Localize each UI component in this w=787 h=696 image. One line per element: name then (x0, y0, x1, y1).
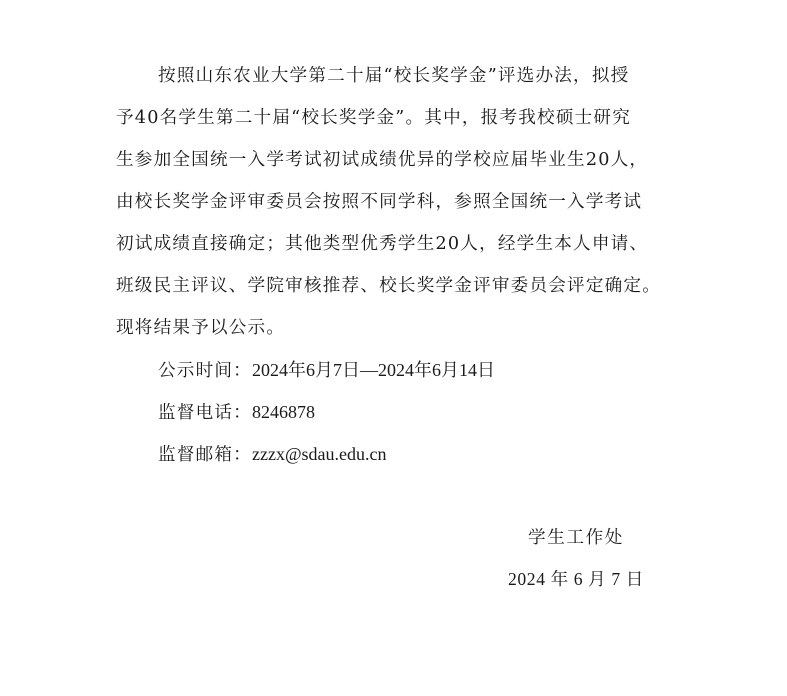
paragraph-line-6: 班级民主评议、学院审核推荐、校长奖学金评审委员会评定确定。 (116, 276, 662, 296)
paragraph-line-5: 初试成绩直接确定；其他类型优秀学生20人，经学生本人申请、 (116, 234, 649, 254)
paragraph-line-2: 予40名学生第二十届“校长奖学金”。其中，报考我校硕士研究 (116, 108, 632, 128)
paragraph-line-7: 现将结果予以公示。 (116, 318, 286, 338)
publicity-period-label: 公示时间： (158, 361, 252, 381)
supervision-email-label: 监督邮箱： (158, 445, 252, 465)
paragraph-line-4: 由校长奖学金评审委员会按照不同学科，参照全国统一入学考试 (116, 192, 643, 212)
paragraph-line-3: 生参加全国统一入学考试初试成绩优异的学校应届毕业生20人， (116, 150, 649, 170)
supervision-phone-row (158, 399, 315, 424)
signature-date: 2024 年 6 月 7 日 (508, 569, 644, 589)
supervision-phone-label: 监督电话： (158, 403, 252, 423)
supervision-email-value: zzzx@sdau.edu.cn (251, 444, 387, 464)
publicity-period-value: 2024年6月7日—2024年6月14日 (251, 360, 495, 380)
supervision-email-row (158, 441, 387, 466)
paragraph-line-1: 按照山东农业大学第二十届“校长奖学金”评选办法，拟授 (158, 66, 630, 86)
publicity-period-row (158, 356, 495, 382)
supervision-phone-value: 8246878 (251, 402, 315, 422)
signature-office: 学生工作处 (528, 528, 624, 548)
